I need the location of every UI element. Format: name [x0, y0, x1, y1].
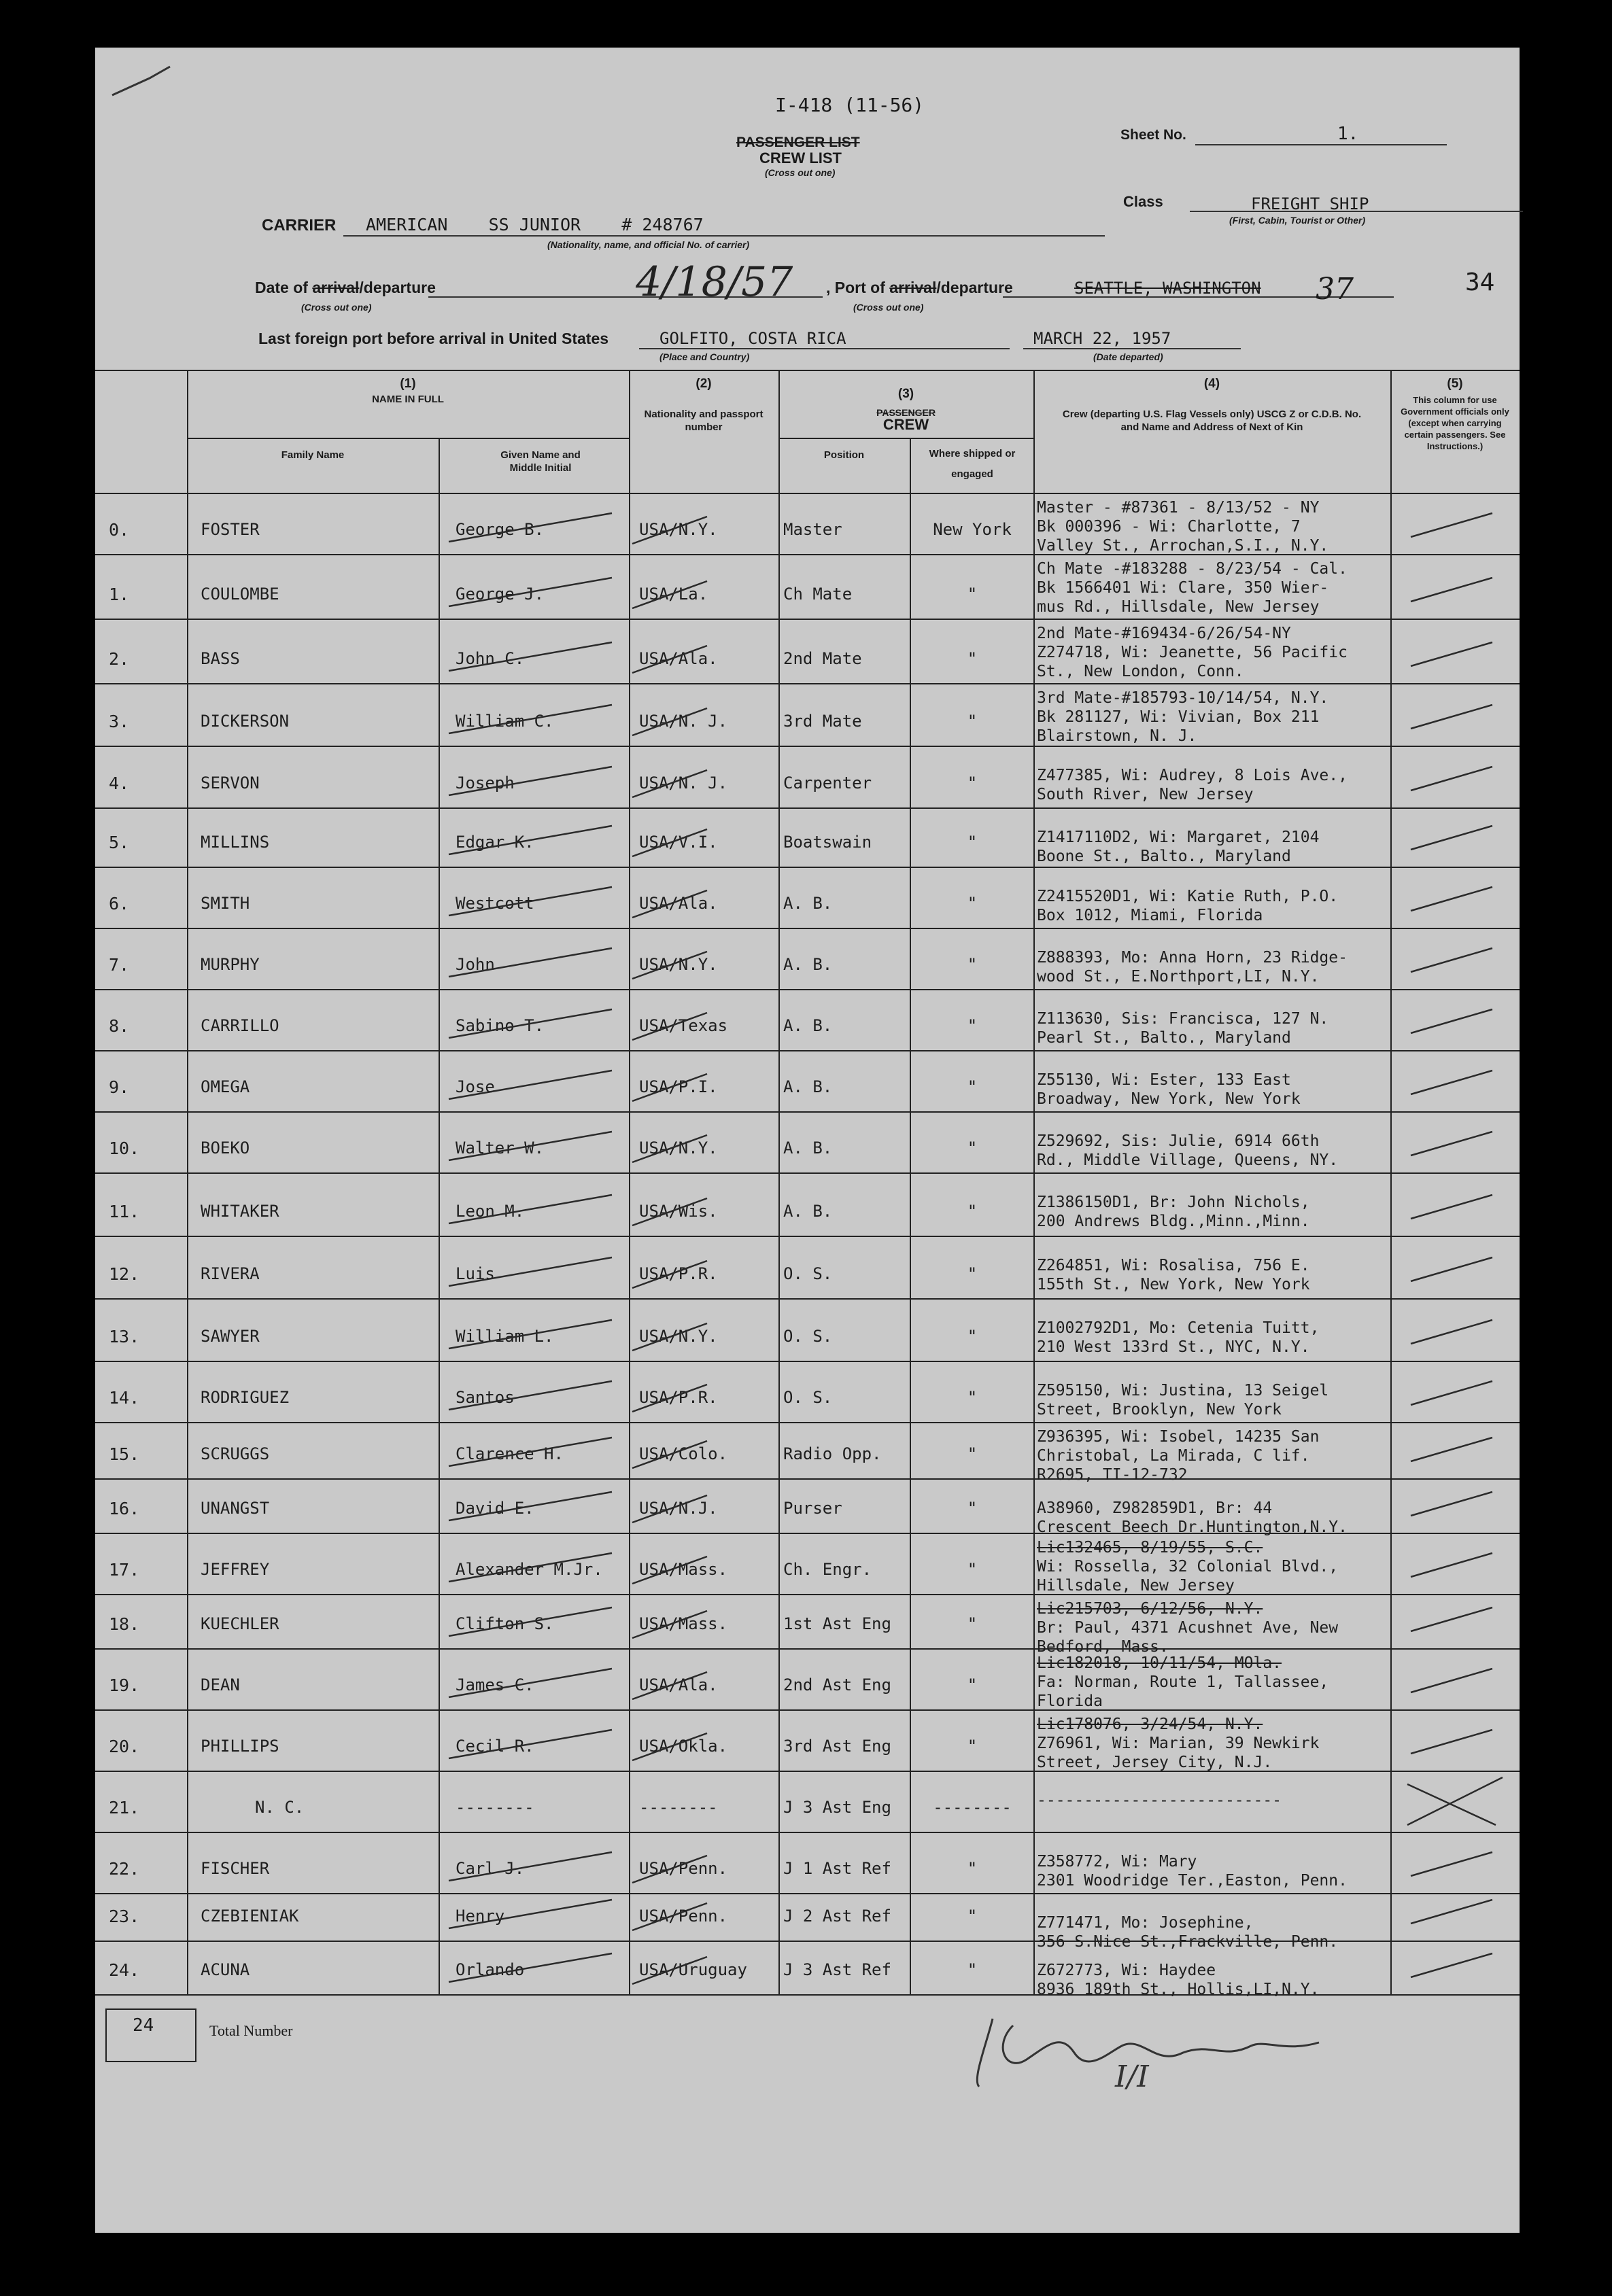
given-name-header: Given Name and Middle Initial	[500, 449, 581, 474]
where-shipped: "	[967, 712, 978, 731]
position: Boatswain	[783, 833, 872, 852]
next-of-kin-line: Z595150, Wi: Justina, 13 Seigel	[1037, 1382, 1329, 1399]
check-mark-stroke	[95, 1361, 1520, 1422]
check-mark-stroke	[95, 1594, 1520, 1648]
next-of-kin-line: Hillsdale, New Jersey	[1037, 1577, 1235, 1595]
date-note: (Cross out one)	[301, 302, 372, 313]
position: 1st Ast Eng	[783, 1614, 891, 1633]
nationality: USA/N. J.	[639, 712, 728, 731]
check-mark-stroke	[95, 989, 1520, 1050]
check-mark-stroke	[95, 493, 1520, 554]
row-number: 22.	[109, 1859, 140, 1879]
nationality: USA/Colo.	[639, 1444, 728, 1463]
nationality: USA/Mass.	[639, 1614, 728, 1633]
where-shipped: "	[967, 1737, 978, 1756]
next-of-kin-line: Z672773, Wi: Haydee	[1037, 1962, 1216, 1979]
last-port-value: GOLFITO, COSTA RICA	[659, 329, 846, 348]
given-name: Clifton S.	[456, 1614, 554, 1633]
next-of-kin-line: Bk 281127, Wi: Vivian, Box 211	[1037, 708, 1320, 726]
next-of-kin-line: --------------------------	[1037, 1792, 1282, 1809]
position: Radio Opp.	[783, 1444, 882, 1463]
given-name: Henry	[456, 1907, 505, 1926]
row-number: 11.	[109, 1202, 140, 1221]
nationality: USA/Mass.	[639, 1560, 728, 1579]
row-number: 1.	[109, 585, 130, 604]
position: 2nd Ast Eng	[783, 1675, 891, 1694]
col5-number: (5)	[1447, 377, 1463, 391]
check-mark-stroke	[95, 928, 1520, 989]
port-value: SEATTLE, WASHINGTON	[1074, 279, 1261, 298]
nationality: USA/Ala.	[639, 1675, 718, 1694]
cross-out-note: (Cross out one)	[765, 167, 836, 178]
position: Ch Mate	[783, 585, 853, 604]
col1-title: NAME IN FULL	[372, 394, 444, 405]
given-name: George J.	[456, 585, 545, 604]
given-name: John	[456, 955, 495, 974]
nationality: USA/Ala.	[639, 894, 718, 913]
check-mark-stroke	[95, 1648, 1520, 1709]
row-number: 20.	[109, 1737, 140, 1756]
row-number: 24.	[109, 1960, 140, 1980]
family-name: BASS	[201, 649, 240, 668]
next-of-kin-line: Street, Brooklyn, New York	[1037, 1401, 1282, 1419]
family-name: BOEKO	[201, 1138, 250, 1158]
signature-note: I/I	[1115, 2059, 1149, 2094]
next-of-kin-line: Wi: Rossella, 32 Colonial Blvd.,	[1037, 1558, 1339, 1576]
col2-number: (2)	[696, 377, 712, 391]
class-value: FREIGHT SHIP	[1251, 194, 1369, 213]
row-number: 13.	[109, 1327, 140, 1346]
next-of-kin-line: 2nd Mate-#169434-6/26/54-NY	[1037, 625, 1291, 642]
passenger-list-title-struck: PASSENGER LIST	[736, 135, 860, 150]
row-number: 7.	[109, 955, 130, 975]
next-of-kin-line: 2301 Woodridge Ter.,Easton, Penn.	[1037, 1872, 1348, 1890]
row-number: 10.	[109, 1138, 140, 1158]
check-mark-stroke	[95, 1111, 1520, 1172]
next-of-kin-line: South River, New Jersey	[1037, 786, 1254, 803]
check-mark-stroke	[95, 619, 1520, 683]
class-note: (First, Cabin, Tourist or Other)	[1229, 215, 1366, 226]
next-of-kin-line: Z264851, Wi: Rosalisa, 756 E.	[1037, 1257, 1310, 1274]
position: J 1 Ast Ref	[783, 1859, 891, 1878]
position: A. B.	[783, 1138, 833, 1158]
where-shipped: --------	[933, 1798, 1012, 1817]
position: O. S.	[783, 1388, 833, 1407]
check-mark-stroke	[95, 746, 1520, 807]
port-label: , Port of arrival/departure	[826, 279, 1013, 296]
check-mark-stroke	[95, 1941, 1520, 1994]
family-name: ACUNA	[201, 1960, 250, 1979]
row-number: 17.	[109, 1560, 140, 1580]
nationality: USA/Okla.	[639, 1737, 728, 1756]
next-of-kin-line: Lic132465, 8/19/55, S.C.	[1037, 1539, 1263, 1556]
where-shipped: "	[967, 1016, 978, 1035]
next-of-kin-line: Box 1012, Miami, Florida	[1037, 907, 1263, 924]
next-of-kin-line: Z274718, Wi: Jeanette, 56 Pacific	[1037, 644, 1348, 661]
family-name: SERVON	[201, 773, 260, 793]
nationality: USA/N. J.	[639, 773, 728, 793]
next-of-kin-line: Z2415520D1, Wi: Katie Ruth, P.O.	[1037, 888, 1339, 905]
col5-title: This column for use Government officials only (except when carrying certain passengers. See Instructions.)	[1401, 395, 1509, 451]
given-name: Santos	[456, 1388, 515, 1407]
given-name: William C.	[456, 712, 554, 731]
next-of-kin-line: Bk 1566401 Wi: Clare, 350 Wier-	[1037, 579, 1329, 597]
nationality: USA/N.Y.	[639, 1327, 718, 1346]
nationality: USA/V.I.	[639, 833, 718, 852]
row-number: 18.	[109, 1614, 140, 1634]
family-name: KUECHLER	[201, 1614, 279, 1633]
nationality: USA/N.J.	[639, 1499, 718, 1518]
pen-mark	[109, 61, 177, 102]
where-shipped: "	[967, 833, 978, 852]
family-name: DICKERSON	[201, 712, 290, 731]
nationality: USA/P.R.	[639, 1264, 718, 1283]
where-shipped: "	[967, 1138, 978, 1158]
check-mark-stroke	[95, 554, 1520, 619]
where-shipped: "	[967, 1614, 978, 1633]
family-name: FISCHER	[201, 1859, 270, 1878]
family-name: MILLINS	[201, 833, 270, 852]
carrier-value: AMERICAN SS JUNIOR # 248767	[366, 215, 704, 234]
where-shipped: "	[967, 1202, 978, 1221]
next-of-kin-line: Lic215703, 6/12/56, N.Y.	[1037, 1600, 1263, 1618]
nationality: USA/Texas	[639, 1016, 728, 1035]
row-number: 21.	[109, 1798, 140, 1817]
next-of-kin-line: Florida	[1037, 1692, 1103, 1710]
where-shipped: "	[967, 1077, 978, 1096]
next-of-kin-line: A38960, Z982859D1, Br: 44	[1037, 1499, 1273, 1517]
next-of-kin-line: Bedford, Mass.	[1037, 1638, 1169, 1656]
where-shipped: "	[967, 773, 978, 793]
given-name: Alexander M.Jr.	[456, 1560, 603, 1579]
where-shipped: "	[967, 894, 978, 913]
nationality: USA/P.R.	[639, 1388, 718, 1407]
last-port-label: Last foreign port before arrival in United States	[258, 330, 609, 347]
position: O. S.	[783, 1264, 833, 1283]
next-of-kin-line: 155th St., New York, New York	[1037, 1276, 1310, 1293]
family-name: OMEGA	[201, 1077, 250, 1096]
next-of-kin-line: Z1386150D1, Br: John Nichols,	[1037, 1194, 1310, 1211]
col2-title: Nationality and passport number	[644, 408, 764, 433]
next-of-kin-line: Pearl St., Balto., Maryland	[1037, 1029, 1291, 1047]
given-name: Sabino T.	[456, 1016, 545, 1035]
family-name: UNANGST	[201, 1499, 270, 1518]
nationality: USA/Penn.	[639, 1859, 728, 1878]
given-name: Cecil R.	[456, 1737, 534, 1756]
check-mark-stroke	[95, 1050, 1520, 1111]
row-number: 3.	[109, 712, 130, 731]
where-shipped: "	[967, 1960, 978, 1979]
next-of-kin-line: Br: Paul, 4371 Acushnet Ave, New	[1037, 1619, 1339, 1637]
nationality: USA/Penn.	[639, 1907, 728, 1926]
family-name: SMITH	[201, 894, 250, 913]
position: J 3 Ast Ref	[783, 1960, 891, 1979]
check-mark-stroke	[95, 867, 1520, 928]
date-departed-note: (Date departed)	[1093, 351, 1163, 362]
given-name: Leon M.	[456, 1202, 525, 1221]
date-departed-value: MARCH 22, 1957	[1033, 329, 1171, 348]
family-name: RODRIGUEZ	[201, 1388, 290, 1407]
next-of-kin-line: Z358772, Wi: Mary	[1037, 1853, 1197, 1871]
row-number: 5.	[109, 833, 130, 852]
port-note: (Cross out one)	[853, 302, 924, 313]
family-name: CZEBIENIAK	[201, 1907, 299, 1926]
col3-title: CREW	[882, 416, 929, 433]
row-number: 6.	[109, 894, 130, 914]
next-of-kin-line: wood St., E.Northport,LI, N.Y.	[1037, 968, 1320, 986]
family-name: N. C.	[255, 1798, 305, 1817]
next-of-kin-line: Broadway, New York, New York	[1037, 1090, 1301, 1108]
where-shipped: "	[967, 955, 978, 974]
position: A. B.	[783, 1202, 833, 1221]
check-mark-stroke	[95, 683, 1520, 746]
where-shipped: "	[967, 649, 978, 668]
check-mark-stroke	[95, 1422, 1520, 1478]
next-of-kin-line: Ch Mate -#183288 - 8/23/54 - Cal.	[1037, 560, 1348, 578]
family-name: WHITAKER	[201, 1202, 279, 1221]
check-mark-stroke	[95, 1709, 1520, 1771]
next-of-kin-line: Z1417110D2, Wi: Margaret, 2104	[1037, 829, 1320, 846]
where-shipped-header: Where shipped or engaged	[929, 448, 1016, 480]
next-of-kin-line: Z529692, Sis: Julie, 6914 66th	[1037, 1132, 1320, 1150]
next-of-kin-line: 3rd Mate-#185793-10/14/54, N.Y.	[1037, 689, 1329, 707]
row-number: 9.	[109, 1077, 130, 1097]
where-shipped: "	[967, 1560, 978, 1579]
nationality: USA/N.Y.	[639, 1138, 718, 1158]
row-number: 2.	[109, 649, 130, 669]
family-name: COULOMBE	[201, 585, 279, 604]
col4-number: (4)	[1203, 377, 1220, 391]
next-of-kin-line: Fa: Norman, Route 1, Tallassee,	[1037, 1673, 1329, 1691]
next-of-kin-line: 210 West 133rd St., NYC, N.Y.	[1037, 1338, 1310, 1356]
corner-number: 34	[1465, 268, 1495, 296]
next-of-kin-line: Valley St., Arrochan,S.I., N.Y.	[1037, 537, 1329, 555]
position: O. S.	[783, 1327, 833, 1346]
next-of-kin-line: Rd., Middle Village, Queens, NY.	[1037, 1151, 1339, 1169]
position: Purser	[783, 1499, 842, 1518]
family-name: RIVERA	[201, 1264, 260, 1283]
given-name: Clarence H.	[456, 1444, 564, 1463]
carrier-label: CARRIER	[262, 216, 337, 234]
given-name: Edgar K.	[456, 833, 534, 852]
where-shipped: "	[967, 1859, 978, 1878]
next-of-kin-line: Z771471, Mo: Josephine,	[1037, 1914, 1254, 1932]
row-number: 8.	[109, 1016, 130, 1036]
position: J 2 Ast Ref	[783, 1907, 891, 1926]
date-label: Date of arrival/departure	[255, 279, 436, 296]
check-mark-stroke	[95, 1893, 1520, 1941]
next-of-kin-line: Christobal, La Mirada, C lif.	[1037, 1447, 1310, 1465]
col3-number: (3)	[897, 387, 914, 401]
check-mark-stroke	[95, 807, 1520, 867]
row-number: 19.	[109, 1675, 140, 1695]
family-name: SAWYER	[201, 1327, 260, 1346]
where-shipped: "	[967, 1675, 978, 1694]
nationality: USA/P.I.	[639, 1077, 718, 1096]
given-name: Joseph	[456, 773, 515, 793]
where-shipped: "	[967, 585, 978, 604]
row-number: 16.	[109, 1499, 140, 1518]
position: A. B.	[783, 955, 833, 974]
where-shipped: "	[967, 1264, 978, 1283]
next-of-kin-line: Blairstown, N. J.	[1037, 727, 1197, 745]
port-handwritten-mark: 37	[1316, 272, 1354, 307]
row-number: 4.	[109, 773, 130, 793]
check-mark-stroke	[95, 1533, 1520, 1594]
nationality: USA/La.	[639, 585, 708, 604]
where-shipped: "	[967, 1907, 978, 1926]
next-of-kin-line: R2695, TI-12-732	[1037, 1466, 1188, 1484]
next-of-kin-line: Z55130, Wi: Ester, 133 East	[1037, 1071, 1291, 1089]
family-name: JEFFREY	[201, 1560, 270, 1579]
col1-number: (1)	[400, 377, 416, 391]
position: Ch. Engr.	[783, 1560, 872, 1579]
position: Carpenter	[783, 773, 872, 793]
family-name: FOSTER	[201, 520, 260, 539]
sheet-label: Sheet No.	[1120, 127, 1186, 143]
check-mark-stroke	[95, 1236, 1520, 1298]
next-of-kin-line: 356 S.Nice St.,Frackville, Penn.	[1037, 1933, 1339, 1951]
row-number: 0.	[109, 520, 130, 540]
position: 3rd Ast Eng	[783, 1737, 891, 1756]
given-name: George B.	[456, 520, 545, 539]
check-mark-stroke	[95, 1832, 1520, 1893]
form-number: I-418 (11-56)	[775, 94, 925, 116]
check-mark-stroke	[95, 1172, 1520, 1236]
given-name: --------	[456, 1798, 534, 1817]
position-header: Position	[823, 449, 865, 461]
next-of-kin-line: 200 Andrews Bldg.,Minn.,Minn.	[1037, 1213, 1310, 1230]
nationality: USA/Wis.	[639, 1202, 718, 1221]
next-of-kin-line: mus Rd., Hillsdale, New Jersey	[1037, 598, 1320, 616]
next-of-kin-line: Z477385, Wi: Audrey, 8 Lois Ave.,	[1037, 767, 1348, 784]
crew-list-form	[95, 48, 1520, 2233]
departure-date: 4/18/57	[636, 258, 793, 306]
col4-title: Crew (departing U.S. Flag Vessels only) USCG Z or C.D.B. No. and Name and Address of Next of Kin	[1062, 408, 1362, 433]
given-name: William L.	[456, 1327, 554, 1346]
family-name: DEAN	[201, 1675, 240, 1694]
nationality: USA/Ala.	[639, 649, 718, 668]
next-of-kin-line: Master - #87361 - 8/13/52 - NY	[1037, 499, 1320, 517]
given-name: Westcott	[456, 894, 534, 913]
position: 3rd Mate	[783, 712, 862, 731]
position: A. B.	[783, 1077, 833, 1096]
given-name: Carl J.	[456, 1859, 525, 1878]
row-number: 15.	[109, 1444, 140, 1464]
position: Master	[783, 520, 842, 539]
sheet-number: 1.	[1337, 124, 1359, 144]
next-of-kin-line: Bk 000396 - Wi: Charlotte, 7	[1037, 518, 1301, 536]
next-of-kin-line: Boone St., Balto., Maryland	[1037, 848, 1291, 865]
next-of-kin-line: Z1002792D1, Mo: Cetenia Tuitt,	[1037, 1319, 1320, 1337]
nationality: --------	[639, 1798, 718, 1817]
total-number-value: 24	[133, 2015, 154, 2036]
next-of-kin-line: Lic178076, 3/24/54, N.Y.	[1037, 1716, 1263, 1733]
class-label: Class	[1123, 193, 1163, 210]
given-name: James C.	[456, 1675, 534, 1694]
next-of-kin-line: Lic182018, 10/11/54, MOla.	[1037, 1654, 1282, 1672]
next-of-kin-line: 8936 189th St., Hollis,LI,N.Y.	[1037, 1981, 1320, 1998]
next-of-kin-line: Street, Jersey City, N.J.	[1037, 1754, 1273, 1771]
nationality: USA/Uruguay	[639, 1960, 747, 1979]
next-of-kin-line: Z76961, Wi: Marian, 39 Newkirk	[1037, 1735, 1320, 1752]
crew-list-title: CREW LIST	[759, 150, 842, 167]
given-name: Jose	[456, 1077, 495, 1096]
next-of-kin-line: Z113630, Sis: Francisca, 127 N.	[1037, 1010, 1329, 1028]
nationality: USA/N.Y.	[639, 520, 718, 539]
total-number-label: Total Number	[209, 2022, 293, 2039]
position: A. B.	[783, 1016, 833, 1035]
where-shipped: "	[967, 1499, 978, 1518]
next-of-kin-line: Crescent Beech Dr.Huntington,N.Y.	[1037, 1518, 1348, 1536]
family-name: SCRUGGS	[201, 1444, 270, 1463]
nationality: USA/N.Y.	[639, 955, 718, 974]
where-shipped: "	[967, 1388, 978, 1407]
position: J 3 Ast Eng	[783, 1798, 891, 1817]
check-mark-stroke	[95, 1478, 1520, 1533]
check-mark-stroke	[95, 1771, 1520, 1832]
position: 2nd Mate	[783, 649, 862, 668]
where-shipped: "	[967, 1327, 978, 1346]
next-of-kin-line: Z936395, Wi: Isobel, 14235 San	[1037, 1428, 1320, 1446]
next-of-kin-line: St., New London, Conn.	[1037, 663, 1244, 680]
given-name: John C.	[456, 649, 525, 668]
given-name: David E.	[456, 1499, 534, 1518]
given-name: Walter W.	[456, 1138, 545, 1158]
where-shipped: New York	[933, 520, 1012, 539]
last-port-note: (Place and Country)	[659, 351, 750, 362]
family-name-header: Family Name	[281, 449, 345, 461]
col3-passenger-struck: PASSENGER	[876, 407, 936, 418]
carrier-note: (Nationality, name, and official No. of carrier)	[547, 239, 750, 250]
where-shipped: "	[967, 1444, 978, 1463]
row-number: 14.	[109, 1388, 140, 1408]
row-number: 23.	[109, 1907, 140, 1926]
check-mark-stroke	[95, 1298, 1520, 1361]
given-name: Orlando	[456, 1960, 525, 1979]
officer-signature	[965, 2005, 1346, 2100]
next-of-kin-line: Z888393, Mo: Anna Horn, 23 Ridge-	[1037, 949, 1348, 967]
family-name: CARRILLO	[201, 1016, 279, 1035]
family-name: PHILLIPS	[201, 1737, 279, 1756]
family-name: MURPHY	[201, 955, 260, 974]
row-number: 12.	[109, 1264, 140, 1284]
position: A. B.	[783, 894, 833, 913]
given-name: Luis	[456, 1264, 495, 1283]
